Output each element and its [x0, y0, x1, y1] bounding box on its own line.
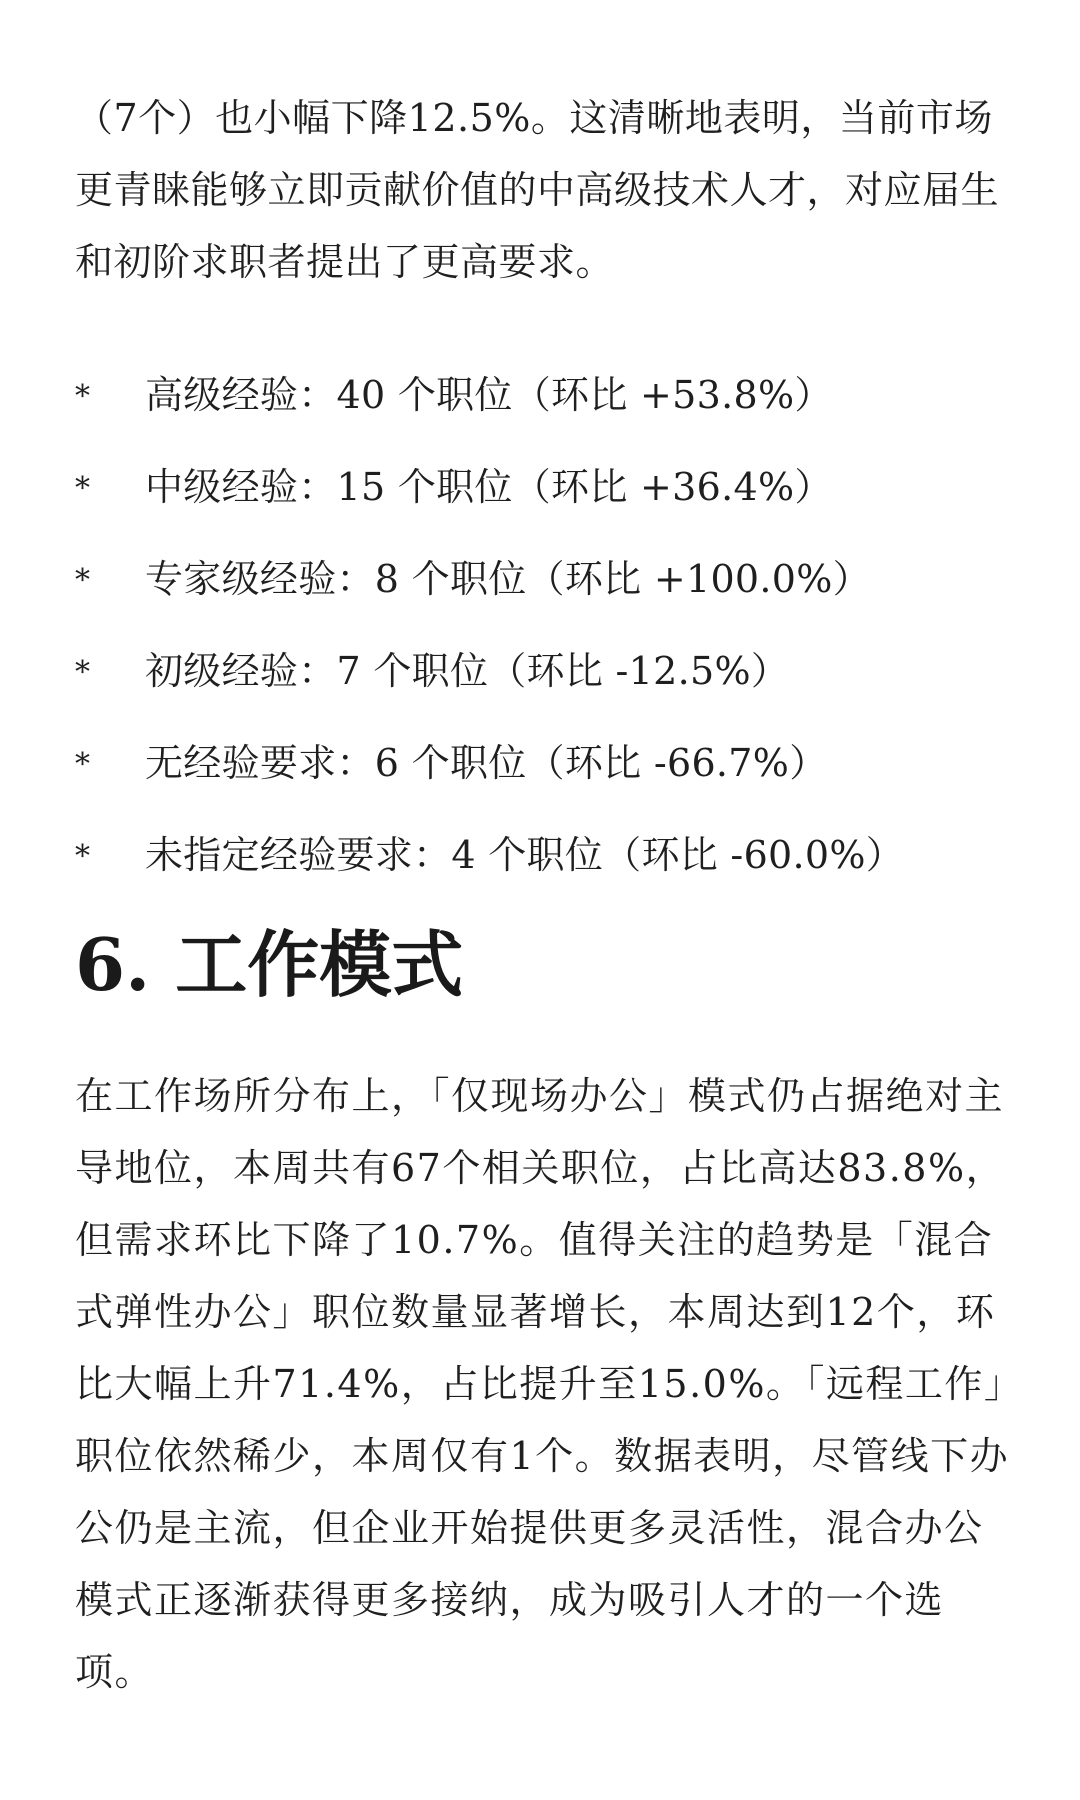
list-item	[75, 805, 1015, 897]
list-item	[75, 345, 1015, 437]
bullet-marker: *	[75, 470, 90, 506]
list-item	[75, 529, 1015, 621]
experience-junior: 初级经验：7 个职位（环比 -12.5%）	[145, 648, 790, 693]
experience-none: 无经验要求：6 个职位（环比 -66.7%）	[145, 740, 828, 785]
work-mode-paragraph: 在工作场所分布上，「仅现场办公」模式仍占据绝对主导地位，本周共有67个相关职位，占比高达83.8%，但需求环比下降了10.7%。值得关注的趋势是「混合式弹性办公」职位数量显著增长，本周达到12个，环比大幅上升71.4%，占比提升至15.0%。「远程工作」职位依然稀少，本周仅有1个。数据表明，尽管线下办公仍是主流，但企业开始提供更多灵活性，混合办公模式正逐渐获得更多接纳，成为吸引人才的一个选项。	[75, 1074, 1010, 1694]
experience-expert: 专家级经验：8 个职位（环比 +100.0%）	[145, 556, 871, 601]
list-item	[75, 713, 1015, 805]
bullet-marker: *	[75, 838, 90, 874]
list-item	[75, 437, 1015, 529]
bullet-marker: *	[75, 654, 90, 690]
bullet-marker: *	[75, 562, 90, 598]
experience-senior: 高级经验：40 个职位（环比 +53.8%）	[145, 372, 833, 417]
experience-list	[75, 345, 1015, 897]
experience-unspecified: 未指定经验要求：4 个职位（环比 -60.0%）	[145, 832, 905, 877]
bullet-marker: *	[75, 746, 90, 782]
experience-mid: 中级经验：15 个职位（环比 +36.4%）	[145, 464, 833, 509]
intro-paragraph: （7个）也小幅下降12.5%。这清晰地表明，当前市场更青睐能够立即贡献价值的中高级技术人才，对应届生和初阶求职者提出了更高要求。	[75, 96, 1000, 284]
list-item	[75, 621, 1015, 713]
bullet-marker: *	[75, 378, 90, 414]
section-title: 6. 工作模式	[75, 922, 464, 1007]
